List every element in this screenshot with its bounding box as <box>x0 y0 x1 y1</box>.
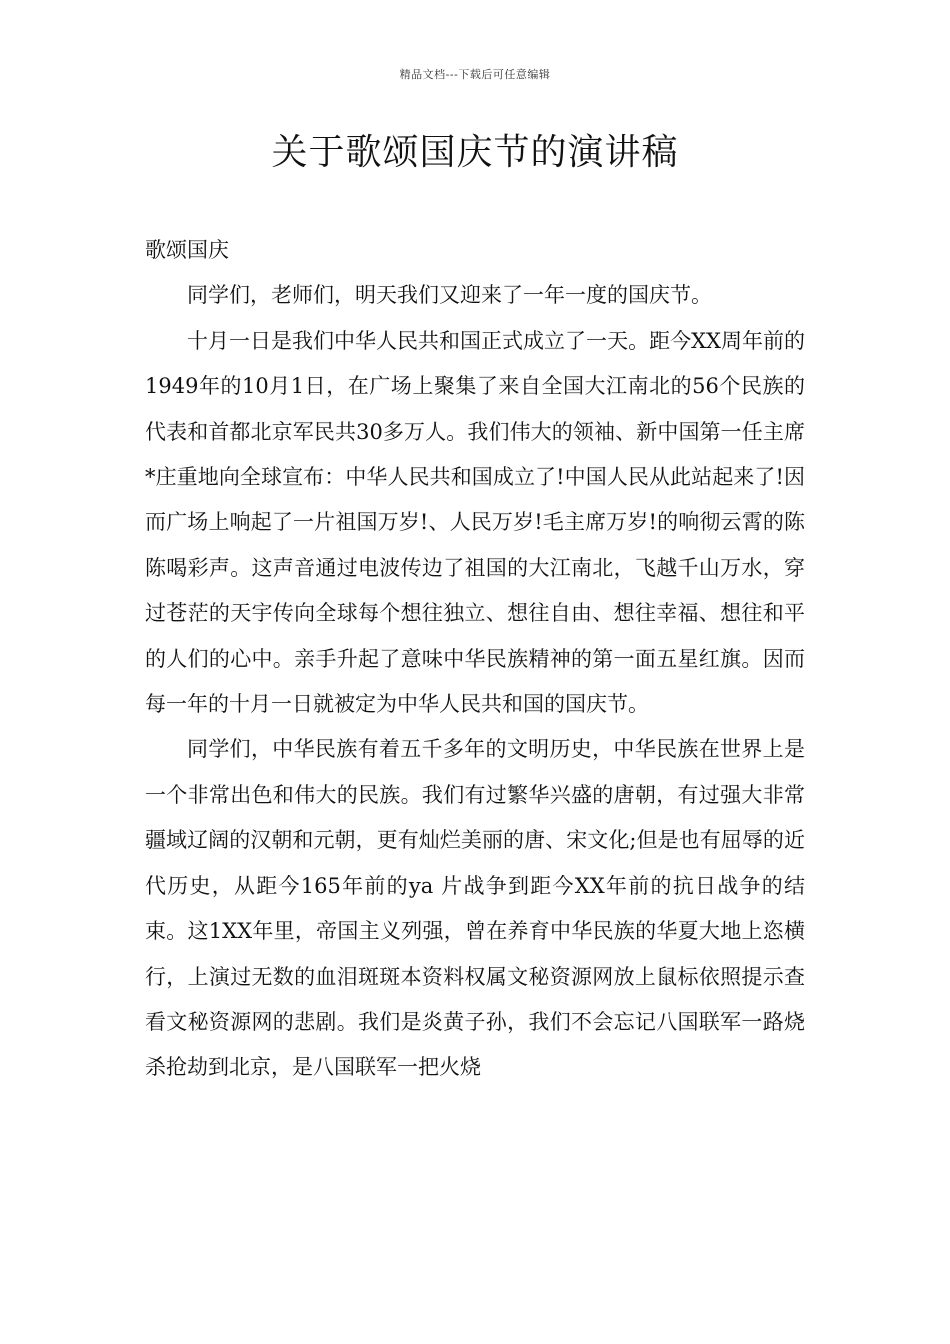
section-heading: 歌颂国庆 <box>145 238 229 262</box>
document-body <box>145 228 805 1091</box>
document-title: 关于歌颂国庆节的演讲稿 <box>271 132 679 173</box>
paragraph: 十月一日是我们中华人民共和国正式成立了一天。距今XX周年前的1949年的10月1日，在广场上聚集了来自全国大江南北的56个民族的代表和首都北京军民共30多万人。我们伟大的领袖、新中国第一任主席*庄重地向全球宣布：中华人民共和国成立了!中国人民从此站起来了!因而广场上响起了一片祖国万岁!、人民万岁!毛主席万岁!的响彻云霄的陈陈喝彩声。这声音通过电波传边了祖国的大江南北，飞越千山万水，穿过苍茫的天宇传向全球每个想往独立、想往自由、想往幸福、想往和平的人们的心中。亲手升起了意味中华民族精神的第一面五星红旗。因而每一年的十月一日就被定为中华人民共和国的国庆节。 <box>145 328 805 717</box>
paragraph: 同学们，中华民族有着五千多年的文明历史，中华民族在世界上是一个非常出色和伟大的民族。我们有过繁华兴盛的唐朝，有过强大非常疆域辽阔的汉朝和元朝，更有灿烂美丽的唐、宋文化;但是也有屈辱的近代历史，从距今165年前的ya 片战争到距今XX年前的抗日战争的结束。这1XX年里，帝国主义列强，曾在养育中华民族的华夏大地上恣横行，上演过无数的血泪斑斑本资料权属文秘资源网放上鼠标依照提示查看文秘资源网的悲剧。我们是炎黄子孙，我们不会忘记八国联军一路烧杀抢劫到北京，是八国联军一把火烧 <box>145 737 805 1080</box>
page-header-note: 精品文档---下载后可任意编辑 <box>399 68 551 81</box>
paragraph: 同学们，老师们，明天我们又迎来了一年一度的国庆节。 <box>187 283 712 308</box>
